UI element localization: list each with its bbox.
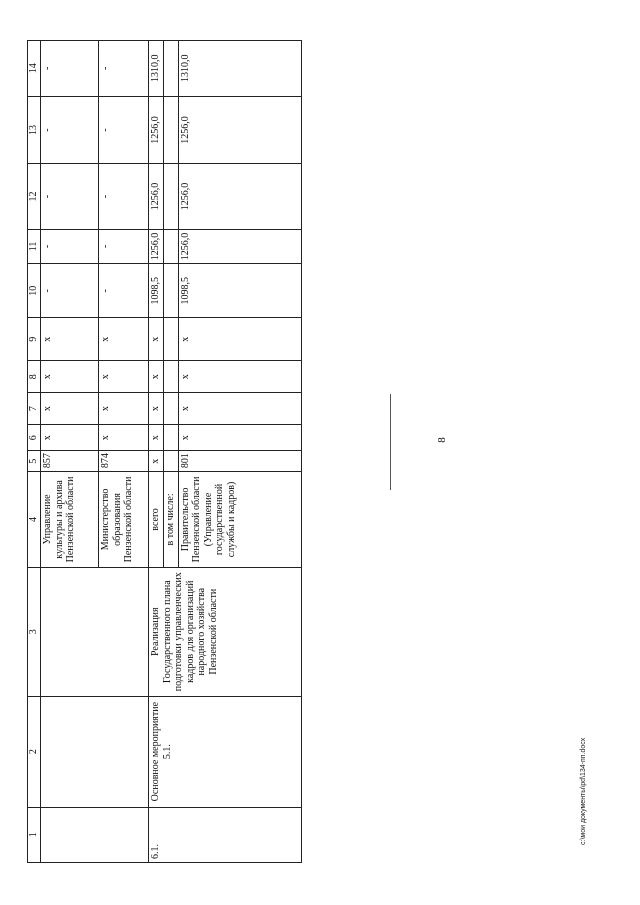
value-cell: -: [99, 229, 149, 264]
code-cell: 857: [41, 451, 99, 472]
page-number: 8: [436, 437, 448, 443]
value-cell: 1098,5: [178, 264, 301, 318]
table-cell: х: [149, 318, 164, 361]
value-cell: 1256,0: [178, 229, 301, 264]
executor-cell: всего: [149, 472, 164, 568]
executor-cell: Министерство образования Пензенской области: [99, 472, 149, 568]
table-cell: х: [149, 393, 164, 425]
table-cell: [164, 451, 179, 472]
value-cell: 1256,0: [149, 164, 164, 229]
table-cell: [164, 393, 179, 425]
table-cell: [41, 696, 149, 807]
header-cell: 10: [28, 264, 41, 318]
value-cell: 1256,0: [149, 96, 164, 164]
table-cell: х: [99, 318, 149, 361]
table-cell: [164, 96, 179, 164]
table-row: [41, 41, 99, 863]
value-cell: 1256,0: [178, 96, 301, 164]
table-cell: х: [41, 393, 99, 425]
value-cell: -: [41, 41, 99, 97]
value-cell: -: [41, 229, 99, 264]
executor-cell: в том числе:: [164, 472, 179, 568]
header-cell: 7: [28, 393, 41, 425]
table-cell: х: [149, 361, 164, 393]
table-cell: х: [41, 318, 99, 361]
executor-cell: Правительство Пензенской области (Управление государственной службы и кадров): [178, 472, 301, 568]
value-cell: 1256,0: [149, 229, 164, 264]
table-row: [149, 41, 164, 863]
table-cell: [164, 229, 179, 264]
value-cell: 1310,0: [149, 41, 164, 97]
budget-table: [27, 40, 302, 863]
header-cell: 3: [28, 567, 41, 696]
header-cell: 4: [28, 472, 41, 568]
table-cell: х: [41, 425, 99, 451]
table-cell: [164, 264, 179, 318]
event-name: Основное мероприятие 5.1.: [149, 696, 302, 807]
item-number: 6.1.: [149, 807, 302, 862]
header-cell: 11: [28, 229, 41, 264]
event-description: Реализация Государственного плана подготовки управленческих кадров для организаций народного хозяйства Пензенской области: [149, 567, 302, 696]
value-cell: -: [41, 96, 99, 164]
table-cell: [164, 361, 179, 393]
executor-cell: Управление культуры и архива Пензенской области: [41, 472, 99, 568]
table-cell: х: [178, 425, 301, 451]
table-cell: х: [99, 393, 149, 425]
table-cell: [164, 425, 179, 451]
table-cell: х: [41, 361, 99, 393]
table-cell: х: [149, 425, 164, 451]
header-cell: 12: [28, 164, 41, 229]
header-cell: 14: [28, 41, 41, 97]
table-cell: [41, 807, 149, 862]
separator-line: [390, 394, 391, 490]
header-row: [28, 41, 41, 863]
table-cell: [164, 41, 179, 97]
value-cell: -: [41, 164, 99, 229]
value-cell: -: [99, 96, 149, 164]
value-cell: 1098,5: [149, 264, 164, 318]
table-cell: х: [178, 361, 301, 393]
table-cell: х: [99, 361, 149, 393]
header-cell: 9: [28, 318, 41, 361]
value-cell: -: [99, 41, 149, 97]
value-cell: 1256,0: [178, 164, 301, 229]
header-cell: 2: [28, 696, 41, 807]
header-cell: 6: [28, 425, 41, 451]
code-cell: 874: [99, 451, 149, 472]
table-cell: [164, 164, 179, 229]
table-cell: х: [178, 393, 301, 425]
code-cell: х: [149, 451, 164, 472]
table-cell: х: [178, 318, 301, 361]
code-cell: 801: [178, 451, 301, 472]
value-cell: -: [99, 164, 149, 229]
header-cell: 8: [28, 361, 41, 393]
table-cell: х: [99, 425, 149, 451]
footer-file-path: c:\мои документы\pd\134-пп.docx: [580, 737, 587, 845]
value-cell: -: [99, 264, 149, 318]
header-cell: 5: [28, 451, 41, 472]
table-cell: [41, 567, 149, 696]
table-cell: [164, 318, 179, 361]
value-cell: -: [41, 264, 99, 318]
header-cell: 13: [28, 96, 41, 164]
value-cell: 1310,0: [178, 41, 301, 97]
header-cell: 1: [28, 807, 41, 862]
